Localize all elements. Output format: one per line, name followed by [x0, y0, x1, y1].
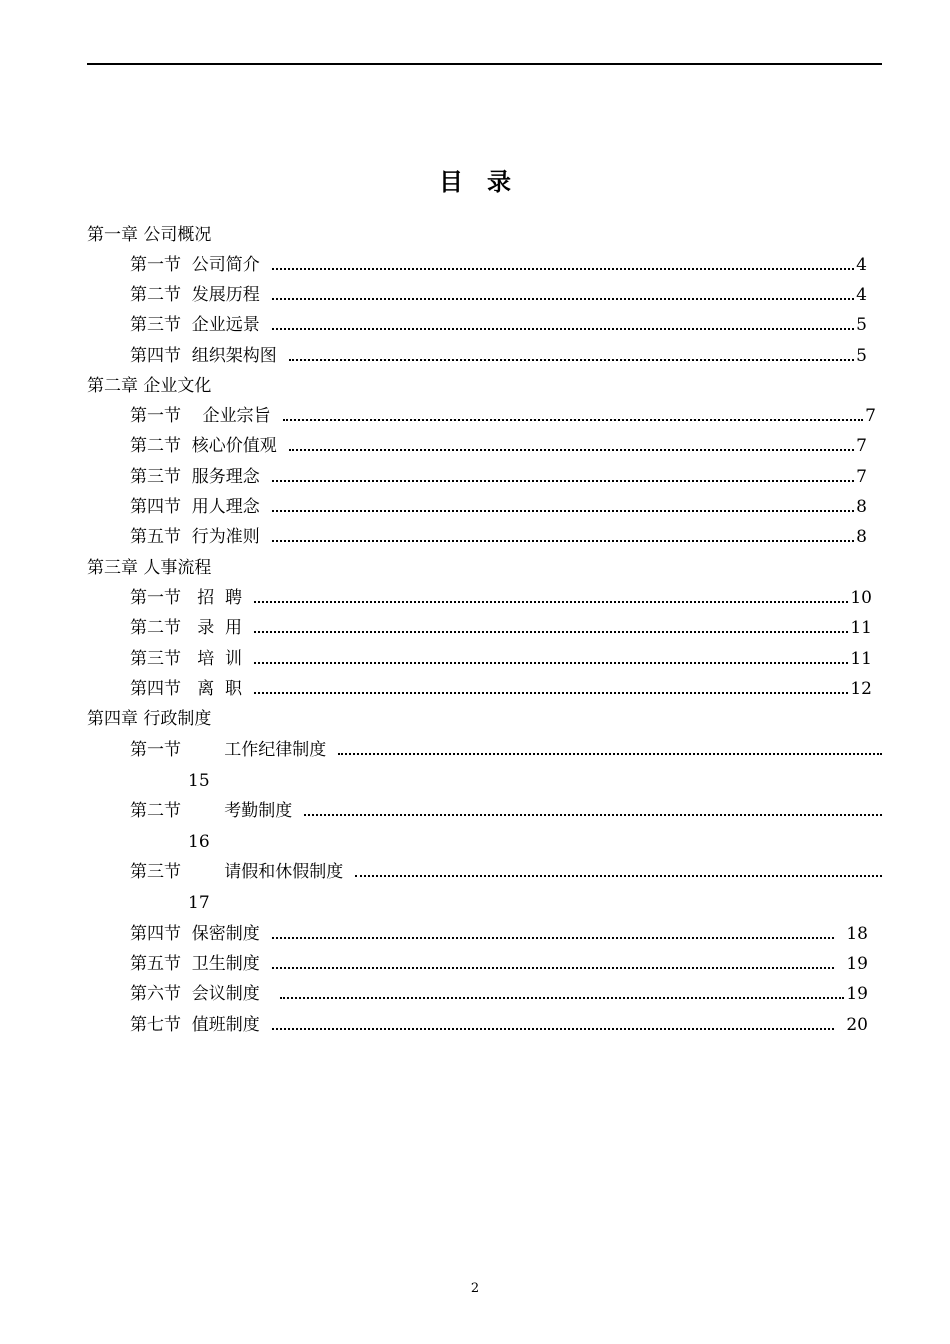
dot-leader [272, 268, 854, 270]
toc-entry-page: 11 [850, 649, 872, 669]
toc-entry-page: 15 [188, 771, 210, 791]
toc-entry[interactable] [130, 464, 867, 490]
dot-leader [272, 480, 854, 482]
dot-leader [272, 967, 835, 969]
toc-entry-page: 4 [856, 255, 867, 275]
toc-entry-page: 5 [856, 346, 867, 366]
toc-entry-label: 第四节 用人理念 [130, 497, 260, 517]
dot-leader [304, 814, 882, 816]
dot-leader [254, 601, 848, 603]
toc-entry-label: 第一节 招 聘 [130, 588, 243, 608]
toc-entry-page: 16 [188, 832, 210, 852]
toc-entry-page: 7 [865, 406, 876, 426]
toc-entry-label: 第七节 值班制度 [130, 1015, 260, 1035]
toc-entry-label: 第三节 企业远景 [130, 315, 260, 335]
toc-entry-page: 7 [856, 467, 867, 487]
toc-entry-label: 第一节 工作纪律制度 [130, 740, 327, 760]
toc-entry-label: 第五节 行为准则 [130, 527, 260, 547]
toc-entry-label: 第一节 公司简介 [130, 255, 260, 275]
toc-entry[interactable] [130, 252, 867, 278]
dot-leader [338, 753, 882, 755]
toc-entry-page: 8 [856, 527, 867, 547]
toc-entry-page: 8 [856, 497, 867, 517]
toc-entry[interactable] [130, 981, 868, 1007]
chapter-2-heading[interactable]: 第二章 企业文化 [87, 376, 212, 396]
toc-entry[interactable] [130, 921, 868, 947]
toc-entry[interactable] [130, 951, 868, 977]
dot-leader [280, 997, 845, 999]
dot-leader [289, 359, 854, 361]
toc-entry[interactable] [130, 494, 867, 520]
toc-entry[interactable] [130, 343, 867, 369]
toc-entry-label: 第二节 发展历程 [130, 285, 260, 305]
toc-entry-label: 第二节 录 用 [130, 618, 243, 638]
toc-entry-label: 第六节 会议制度 [130, 984, 260, 1004]
toc-entry-page: 11 [850, 618, 872, 638]
toc-entry-page: 20 [846, 1015, 868, 1035]
header-rule [87, 63, 882, 65]
dot-leader [254, 631, 848, 633]
toc-entry-page: 4 [856, 285, 867, 305]
toc-entry[interactable] [130, 403, 876, 429]
toc-entry[interactable] [130, 585, 872, 611]
toc-entry[interactable] [130, 798, 882, 824]
toc-entry-page: 19 [846, 954, 868, 974]
dot-leader [272, 1028, 835, 1030]
toc-entry[interactable] [130, 524, 867, 550]
toc-entry-page: 18 [846, 924, 868, 944]
chapter-3-heading[interactable]: 第三章 人事流程 [87, 558, 212, 578]
toc-entry-page: 7 [856, 436, 867, 456]
page-number: 2 [470, 1281, 480, 1296]
toc-entry-page: 12 [850, 679, 872, 699]
toc-entry-label: 第二节 考勤制度 [130, 801, 293, 821]
toc-entry-label: 第四节 组织架构图 [130, 346, 277, 366]
toc-entry[interactable] [130, 1012, 868, 1038]
dot-leader [254, 662, 848, 664]
toc-entry-page: 19 [846, 984, 868, 1004]
dot-leader [283, 419, 864, 421]
toc-entry-label: 第五节 卫生制度 [130, 954, 260, 974]
chapter-4-heading[interactable]: 第四章 行政制度 [87, 709, 212, 729]
dot-leader [272, 328, 854, 330]
toc-entry-label: 第四节 离 职 [130, 679, 243, 699]
dot-leader [272, 540, 854, 542]
toc-entry-label: 第一节 企业宗旨 [130, 406, 271, 426]
toc-entry[interactable] [130, 737, 882, 763]
toc-entry-page: 5 [856, 315, 867, 335]
toc-entry-page: 17 [188, 893, 210, 913]
dot-leader [272, 510, 854, 512]
toc-entry-label: 第二节 核心价值观 [130, 436, 277, 456]
toc-entry[interactable] [130, 615, 872, 641]
dot-leader [355, 875, 882, 877]
toc-entry[interactable] [130, 282, 867, 308]
toc-entry[interactable] [130, 859, 882, 885]
toc-entry-label: 第三节 请假和休假制度 [130, 862, 344, 882]
dot-leader [254, 692, 848, 694]
dot-leader [272, 937, 835, 939]
toc-entry-label: 第四节 保密制度 [130, 924, 260, 944]
dot-leader [272, 298, 854, 300]
toc-entry-label: 第三节 培 训 [130, 649, 243, 669]
toc-entry[interactable] [130, 312, 867, 338]
toc-entry[interactable] [130, 646, 872, 672]
toc-entry[interactable] [130, 676, 872, 702]
chapter-1-heading[interactable]: 第一章 公司概况 [87, 225, 212, 245]
toc-entry[interactable] [130, 433, 867, 459]
toc-entry-label: 第三节 服务理念 [130, 467, 260, 487]
toc-entry-page: 10 [850, 588, 872, 608]
dot-leader [289, 449, 854, 451]
toc-title: 目 录 [439, 168, 511, 196]
